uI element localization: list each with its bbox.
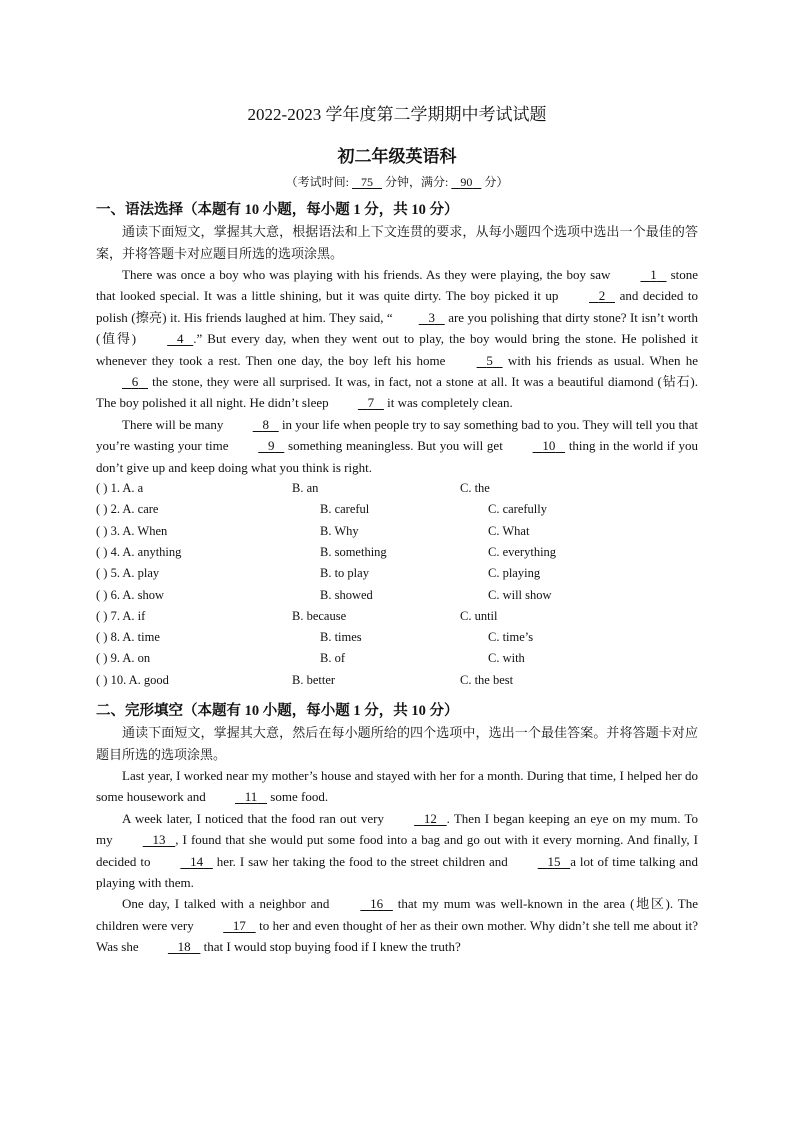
option-a[interactable]: ( ) 10. A. good bbox=[96, 672, 169, 687]
passage-text: and decided to polish (擦亮) it. His friends laughed at him. They said, “ bbox=[96, 288, 698, 325]
option-c[interactable]: C. the best bbox=[460, 672, 514, 687]
time-prefix: （考试时间: bbox=[285, 175, 349, 189]
option-b[interactable]: B. because bbox=[292, 608, 347, 623]
option-c[interactable]: C. will show bbox=[488, 587, 552, 602]
time-value: 75 bbox=[360, 175, 373, 189]
exam-subtitle: 初二年级英语科 bbox=[337, 147, 457, 166]
passage-text: .” But every day, when they went out to play, the boy would bring the stone. He polished it whenever they took a rest. Then one day, the boy left his home bbox=[96, 331, 698, 368]
option-row-4 bbox=[96, 542, 698, 563]
section-1-passage-paragraph-1 bbox=[96, 264, 698, 414]
blank-4: 4 bbox=[176, 331, 184, 347]
score-value: 90 bbox=[460, 175, 473, 189]
blank-14: 14 bbox=[190, 853, 204, 869]
blank-15: 15 bbox=[547, 853, 561, 869]
option-a[interactable]: ( ) 1. A. a bbox=[96, 481, 144, 496]
option-c[interactable]: C. everything bbox=[488, 544, 557, 559]
section-2-passage-paragraph-3 bbox=[96, 893, 698, 957]
option-c[interactable]: C. playing bbox=[488, 566, 541, 581]
blank-5: 5 bbox=[486, 352, 493, 368]
option-row-10 bbox=[96, 670, 698, 691]
blank-16: 16 bbox=[370, 896, 384, 912]
blank-18: 18 bbox=[177, 939, 191, 955]
passage-text: a lot of time talking and playing with them. bbox=[96, 853, 699, 891]
option-a[interactable]: ( ) 8. A. time bbox=[96, 630, 160, 645]
exam-page bbox=[96, 104, 698, 958]
option-a[interactable]: ( ) 3. A. When bbox=[96, 523, 168, 538]
option-row-5 bbox=[96, 563, 698, 584]
blank-10: 10 bbox=[542, 438, 556, 454]
passage-text: her. I saw her taking the food to the street children and bbox=[216, 853, 508, 869]
option-b[interactable]: B. times bbox=[320, 630, 362, 645]
passage-text: Last year, I worked near my mother’s house and stayed with her for a month. During that time, I helped her do some housework and bbox=[96, 768, 698, 805]
passage-text: A week later, I noticed that the food ran out very bbox=[122, 810, 384, 826]
passage-text: that my mum was well-known in the area (地区). The children were very bbox=[96, 896, 699, 933]
passage-text: One day, I talked with a neighbor and bbox=[122, 896, 330, 912]
passage-text: There will be many bbox=[122, 416, 224, 432]
passage-text: , I found that she would put some food into a bag and go out with it every morning. And finally, I decided to bbox=[96, 832, 699, 869]
blank-13: 13 bbox=[152, 832, 166, 848]
passage-text: to her and even thought of her as their own mother. Why didn’t she tell me about it? Was she bbox=[96, 917, 699, 955]
blank-6: 6 bbox=[131, 374, 139, 390]
passage-text: something meaningless. But you will get bbox=[288, 438, 503, 454]
section-2-instruction: 通读下面短文，掌握其大意，然后在每小题所给的四个选项中，选出一个最佳答案。并将答题卡对应题目所选的选项涂黑。 bbox=[96, 725, 698, 762]
option-b[interactable]: B. Why bbox=[320, 523, 359, 538]
passage-text: thing in the world if you don’t give up and keep doing what you think is right. bbox=[96, 438, 699, 475]
time-suffix: 分） bbox=[484, 175, 509, 189]
section-1-heading: 一、语法选择（本题有 10 小题，每小题 1 分，共 10 分） bbox=[96, 202, 459, 218]
passage-text: in your life when people try to say something bad to you. They will tell you that you’re wasting your time bbox=[96, 416, 698, 454]
time-mid: 分钟，满分: bbox=[384, 175, 449, 189]
option-b[interactable]: B. something bbox=[320, 544, 387, 559]
option-c[interactable]: C. time’s bbox=[488, 630, 534, 645]
passage-text: with his friends as usual. When he bbox=[507, 352, 698, 368]
section-1-options bbox=[96, 478, 698, 691]
passage-text: that I would stop buying food if I knew the truth? bbox=[203, 939, 461, 955]
option-row-2 bbox=[96, 499, 698, 520]
option-a[interactable]: ( ) 6. A. show bbox=[96, 587, 165, 602]
blank-3: 3 bbox=[428, 309, 435, 325]
passage-text: . Then I began keeping an eye on my mum. To my bbox=[96, 810, 699, 848]
exam-time-info bbox=[96, 174, 698, 190]
passage-text: stone that looked special. It was a little shining, but it was quite dirty. The boy picked it up bbox=[96, 267, 699, 304]
option-a[interactable]: ( ) 9. A. on bbox=[96, 651, 151, 666]
blank-12: 12 bbox=[423, 810, 437, 826]
blank-1: 1 bbox=[650, 267, 657, 282]
option-c[interactable]: C. with bbox=[488, 651, 525, 666]
option-a[interactable]: ( ) 2. A. care bbox=[96, 502, 159, 517]
option-b[interactable]: B. to play bbox=[320, 566, 369, 581]
passage-text: are you polishing that dirty stone? It isn’t worth (值得) bbox=[96, 309, 699, 347]
option-row-6 bbox=[96, 585, 698, 606]
option-b[interactable]: B. an bbox=[292, 481, 319, 496]
passage-text: There was once a boy who was playing with his friends. As they were playing, the boy saw bbox=[122, 267, 611, 282]
blank-11: 11 bbox=[244, 789, 258, 805]
option-b[interactable]: B. showed bbox=[320, 587, 373, 602]
section-1-passage-paragraph-2 bbox=[96, 414, 698, 478]
option-row-3 bbox=[96, 521, 698, 542]
passage-text: some food. bbox=[270, 789, 329, 805]
blank-8: 8 bbox=[262, 416, 269, 432]
option-c[interactable]: C. until bbox=[460, 608, 498, 623]
blank-17: 17 bbox=[232, 917, 246, 933]
option-row-7 bbox=[96, 606, 698, 627]
blank-7: 7 bbox=[367, 395, 375, 411]
option-row-1 bbox=[96, 478, 698, 499]
option-row-8 bbox=[96, 627, 698, 648]
blank-9: 9 bbox=[268, 438, 275, 454]
option-c[interactable]: C. carefully bbox=[488, 502, 548, 517]
option-b[interactable]: B. of bbox=[320, 651, 345, 666]
passage-text: the stone, they were all surprised. It was, in fact, not a stone at all. It was a beautiful diamond (钻石). The boy polished it all night. He didn’t sleep bbox=[96, 374, 698, 411]
section-2-heading: 二、完形填空（本题有 10 小题，每小题 1 分，共 10 分） bbox=[96, 703, 459, 720]
option-a[interactable]: ( ) 7. A. if bbox=[96, 608, 146, 623]
option-row-9 bbox=[96, 648, 698, 669]
option-a[interactable]: ( ) 5. A. play bbox=[96, 566, 160, 581]
option-a[interactable]: ( ) 4. A. anything bbox=[96, 544, 182, 559]
exam-title: 2022-2023 学年度第二学期期中考试试题 bbox=[247, 105, 547, 124]
passage-text: it was completely clean. bbox=[387, 395, 513, 411]
section-1-instruction: 通读下面短文，掌握其大意，根据语法和上下文连贯的要求，从每小题四个选项中选出一个最佳的答案，并将答题卡对应题目所选的选项涂黑。 bbox=[96, 224, 698, 261]
blank-2: 2 bbox=[598, 288, 606, 304]
section-2-passage-paragraph-2 bbox=[96, 808, 698, 894]
option-c[interactable]: C. the bbox=[460, 481, 490, 496]
option-b[interactable]: B. better bbox=[292, 672, 336, 687]
option-b[interactable]: B. careful bbox=[320, 502, 370, 517]
option-c[interactable]: C. What bbox=[488, 523, 530, 538]
section-2-passage-paragraph-1 bbox=[96, 765, 698, 808]
